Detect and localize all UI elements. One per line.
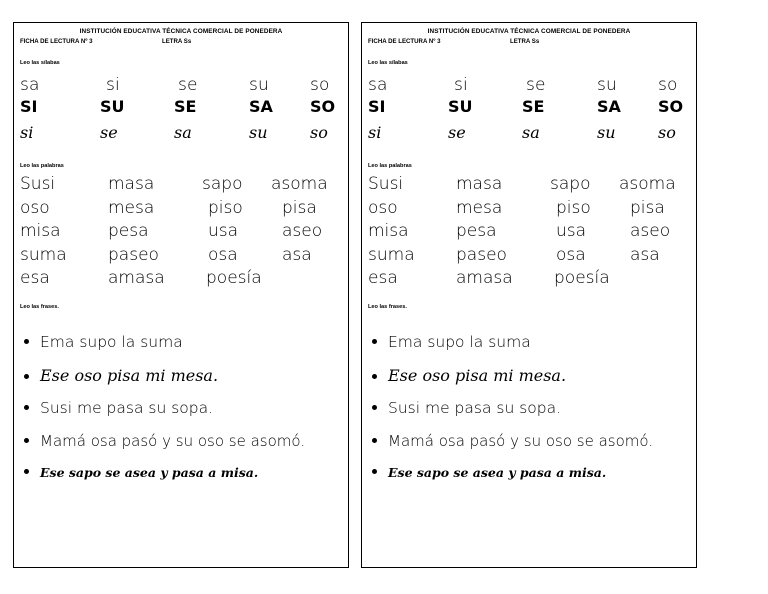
syllable: so xyxy=(310,75,330,95)
syllable: SI xyxy=(20,97,38,116)
word: Susi xyxy=(20,174,56,194)
word: amasa xyxy=(456,268,513,288)
word: esa xyxy=(368,268,398,288)
word: asoma xyxy=(271,174,328,194)
syllable: si xyxy=(20,123,34,142)
word: suma xyxy=(368,244,415,265)
bullet-icon xyxy=(24,438,29,443)
words-row xyxy=(368,245,690,269)
syllable: se xyxy=(526,75,546,95)
syllables-heading: Leo las sílabas xyxy=(20,60,60,66)
syllable: sa xyxy=(174,123,192,142)
word: pesa xyxy=(108,221,149,241)
bullet-icon xyxy=(24,469,29,474)
syllables-grid xyxy=(20,75,342,141)
phrase-text: Ese sapo se asea y pasa a misa. xyxy=(388,465,607,480)
syllable: si xyxy=(454,75,468,95)
word: osa xyxy=(556,244,586,265)
phrase-text: Susi me pasa su sopa. xyxy=(40,399,214,417)
syllables-row-thin xyxy=(20,75,342,97)
word: Susi xyxy=(368,174,404,194)
word: pisa xyxy=(282,197,317,218)
words-grid xyxy=(368,174,690,292)
word: usa xyxy=(208,221,239,241)
phrase-item xyxy=(22,465,348,498)
syllable: SU xyxy=(100,97,125,116)
sheet-title: FICHA DE LECTURA Nº 3 xyxy=(368,38,441,45)
phrases-list xyxy=(22,333,348,498)
word: misa xyxy=(368,221,409,241)
syllable: sa xyxy=(368,75,388,95)
syllable: SE xyxy=(174,97,197,116)
bullet-icon xyxy=(372,469,377,474)
syllable: SA xyxy=(249,97,273,116)
syllable: se xyxy=(448,123,466,142)
syllable: si xyxy=(106,75,120,95)
bullet-icon xyxy=(24,374,29,379)
syllable: su xyxy=(597,123,616,142)
syllable: SO xyxy=(310,97,336,116)
syllables-grid xyxy=(368,75,690,141)
syllable: SE xyxy=(522,97,545,116)
phrase-item xyxy=(370,432,696,465)
word: piso xyxy=(208,197,243,218)
word: asa xyxy=(282,244,312,265)
word: mesa xyxy=(456,197,503,218)
phrase-item xyxy=(370,399,696,432)
syllable: sa xyxy=(522,123,540,142)
word: pisa xyxy=(630,197,665,218)
words-heading: Leo las palabras xyxy=(20,163,64,169)
syllable: su xyxy=(249,123,268,142)
syllables-row-thin xyxy=(368,75,690,97)
phrase-text: Ese sapo se asea y pasa a misa. xyxy=(40,465,259,480)
phrase-text: Ese oso pisa mi mesa. xyxy=(388,366,567,385)
bullet-icon xyxy=(372,339,377,344)
words-row xyxy=(20,268,342,292)
phrase-item xyxy=(370,366,696,399)
phrase-text: Mamá osa pasó y su oso se asomó. xyxy=(40,432,306,450)
phrase-text: Susi me pasa su sopa. xyxy=(388,399,562,417)
words-row xyxy=(368,174,690,198)
phrase-text: Ema supo la suma xyxy=(388,333,531,351)
word: masa xyxy=(108,174,155,194)
word: esa xyxy=(20,268,50,288)
word: usa xyxy=(556,221,587,241)
word: masa xyxy=(456,174,503,194)
syllable: so xyxy=(310,123,328,142)
word: aseo xyxy=(282,221,323,241)
letter-label: LETRA Ss xyxy=(162,38,192,45)
phrase-item xyxy=(370,465,696,498)
school-name: INSTITUCIÓN EDUCATIVA TÉCNICA COMERCIAL DE PONEDERA xyxy=(427,28,631,35)
word: sapo xyxy=(202,174,243,194)
phrase-text: Mamá osa pasó y su oso se asomó. xyxy=(388,432,654,450)
reading-sheet-left xyxy=(13,22,349,568)
word: misa xyxy=(20,221,61,241)
words-row xyxy=(368,221,690,245)
word: osa xyxy=(208,244,238,265)
words-row xyxy=(368,198,690,222)
phrase-text: Ese oso pisa mi mesa. xyxy=(40,366,219,385)
syllable: sa xyxy=(20,75,40,95)
school-name: INSTITUCIÓN EDUCATIVA TÉCNICA COMERCIAL DE PONEDERA xyxy=(79,28,283,35)
syllable: SI xyxy=(368,97,386,116)
phrase-item xyxy=(22,399,348,432)
syllable: su xyxy=(597,75,618,95)
phrases-heading: Leo las frases. xyxy=(20,304,59,310)
syllable: su xyxy=(249,75,270,95)
word: asa xyxy=(630,244,660,265)
word: paseo xyxy=(108,244,159,265)
syllable: si xyxy=(368,123,382,142)
word: asoma xyxy=(619,174,676,194)
word: suma xyxy=(20,244,67,265)
letter-label: LETRA Ss xyxy=(510,38,540,45)
reading-sheet-right xyxy=(361,22,697,568)
word: piso xyxy=(556,197,591,218)
bullet-icon xyxy=(372,438,377,443)
syllable: SA xyxy=(597,97,621,116)
words-row xyxy=(20,245,342,269)
syllable: so xyxy=(658,123,676,142)
phrases-list xyxy=(370,333,696,498)
word: poesía xyxy=(206,268,262,288)
words-grid xyxy=(20,174,342,292)
syllable: SU xyxy=(448,97,473,116)
words-row xyxy=(20,198,342,222)
word: amasa xyxy=(108,268,165,288)
word: oso xyxy=(20,197,50,218)
word: oso xyxy=(368,197,398,218)
phrase-text: Ema supo la suma xyxy=(40,333,183,351)
bullet-icon xyxy=(372,374,377,379)
phrase-item xyxy=(22,432,348,465)
word: sapo xyxy=(550,174,591,194)
word: poesía xyxy=(554,268,610,288)
words-row xyxy=(20,174,342,198)
word: aseo xyxy=(630,221,671,241)
syllable: se xyxy=(100,123,118,142)
bullet-icon xyxy=(372,405,377,410)
phrase-item xyxy=(22,333,348,366)
word: pesa xyxy=(456,221,497,241)
word: paseo xyxy=(456,244,507,265)
bullet-icon xyxy=(24,405,29,410)
syllables-heading: Leo las sílabas xyxy=(368,60,408,66)
sheet-title: FICHA DE LECTURA Nº 3 xyxy=(20,38,93,45)
words-heading: Leo las palabras xyxy=(368,163,412,169)
syllables-row-cursive xyxy=(20,123,342,145)
syllable: SO xyxy=(658,97,684,116)
syllable: so xyxy=(658,75,678,95)
syllables-row-cursive xyxy=(368,123,690,145)
bullet-icon xyxy=(24,339,29,344)
syllable: se xyxy=(178,75,198,95)
words-row xyxy=(20,221,342,245)
phrases-heading: Leo las frases. xyxy=(368,304,407,310)
syllables-row-bold xyxy=(368,97,690,119)
word: mesa xyxy=(108,197,155,218)
syllables-row-bold xyxy=(20,97,342,119)
words-row xyxy=(368,268,690,292)
phrase-item xyxy=(22,366,348,399)
phrase-item xyxy=(370,333,696,366)
